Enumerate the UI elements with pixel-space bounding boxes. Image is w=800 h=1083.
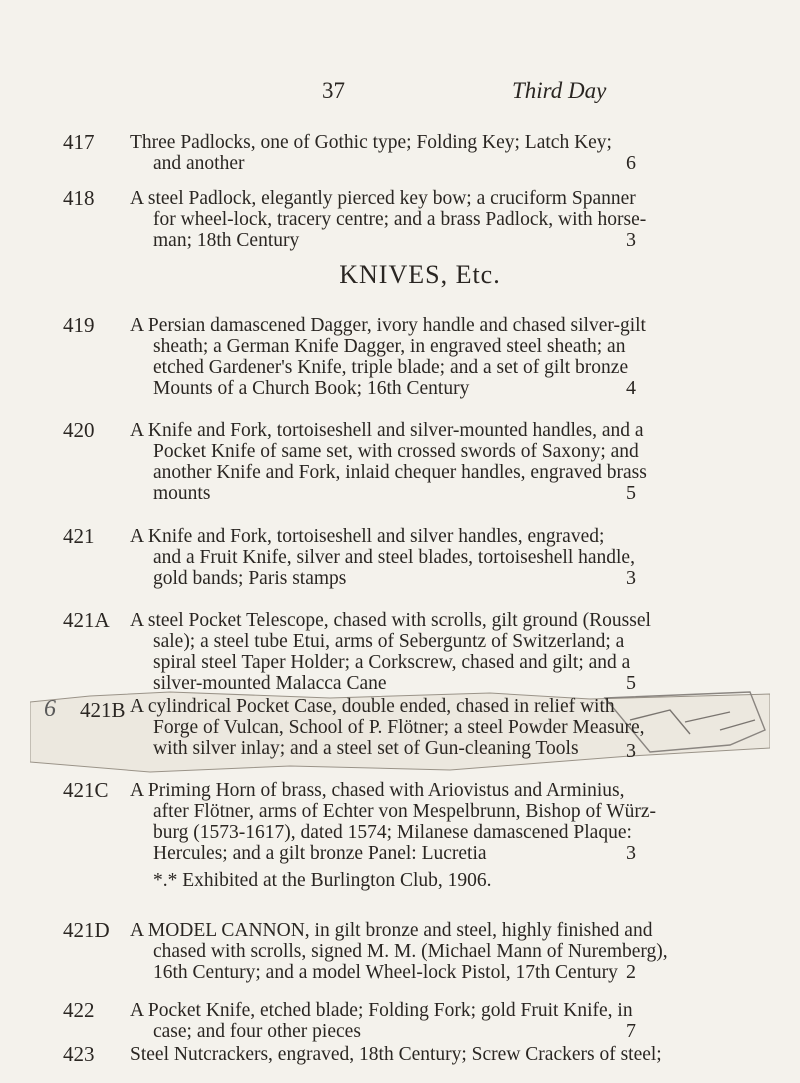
lot-description — [130, 610, 651, 694]
lot-line: Mounts of a Church Book; 16th Century — [153, 378, 470, 399]
lot-line: and another — [153, 153, 245, 174]
lot-line: man; 18th Century — [153, 230, 300, 251]
lot-description — [130, 1000, 636, 1042]
lot-line: Three Padlocks, one of Gothic type; Folding Key; Latch Key; — [130, 132, 612, 153]
lot-quantity: 3 — [626, 229, 636, 251]
running-title: Third Day — [512, 78, 607, 103]
lot-number: 417 — [63, 130, 95, 154]
lot-line: burg (1573-1617), dated 1574; Milanese damascened Plaque: — [153, 822, 632, 843]
lot-line: A Pocket Knife, etched blade; Folding Fork; gold Fruit Knife, in — [130, 1000, 633, 1021]
lot-quantity: 6 — [626, 152, 636, 174]
lot-quantity: 3 — [626, 740, 636, 762]
lot-line: sale); a steel tube Etui, arms of Seberguntz of Switzerland; a — [153, 631, 625, 652]
lot-description — [130, 1044, 662, 1065]
lot-line: Steel Nutcrackers, engraved, 18th Century; Screw Crackers of steel; — [130, 1044, 662, 1065]
lot-quantity: 7 — [626, 1020, 636, 1042]
lot-number: 421B — [80, 698, 126, 722]
lot-line: chased with scrolls, signed M. M. (Michael Mann of Nuremberg), — [153, 941, 668, 962]
lot-number: 421 — [63, 524, 95, 548]
handwritten-mark: 6 — [44, 696, 56, 722]
lot-quantity: 2 — [626, 961, 636, 983]
lot-number: 423 — [63, 1042, 95, 1066]
lot-line: A Knife and Fork, tortoiseshell and silver-mounted handles, and a — [130, 420, 644, 441]
exhibition-note: *.* Exhibited at the Burlington Club, 1906. — [153, 870, 492, 891]
running-header — [0, 78, 800, 108]
lot-quantity: 3 — [626, 842, 636, 864]
lot-line: gold bands; Paris stamps — [153, 568, 347, 589]
lot-number: 418 — [63, 186, 95, 210]
lot-line: A steel Pocket Telescope, chased with scrolls, gilt ground (Roussel — [130, 610, 651, 631]
lot-description — [130, 420, 647, 504]
lot-line: case; and four other pieces — [153, 1021, 361, 1042]
lot-line: Hercules; and a gilt bronze Panel: Lucretia — [153, 843, 487, 864]
section-heading: KNIVES, Etc. — [339, 260, 501, 289]
lot-line: A Knife and Fork, tortoiseshell and silver handles, engraved; — [130, 526, 605, 547]
lot-line: A MODEL CANNON, in gilt bronze and steel, highly finished and — [130, 920, 653, 941]
lot-line: Pocket Knife of same set, with crossed swords of Saxony; and — [153, 441, 639, 462]
lot-line: for wheel-lock, tracery centre; and a brass Padlock, with horse- — [153, 209, 647, 230]
lot-line: A Persian damascened Dagger, ivory handle and chased silver-gilt — [130, 315, 646, 336]
lot-number: 421C — [63, 778, 109, 802]
lot-number: 422 — [63, 998, 95, 1022]
page-number: 37 — [322, 78, 345, 103]
lot-description — [130, 780, 657, 864]
lot-line: spiral steel Taper Holder; a Corkscrew, chased and gilt; and a — [153, 652, 631, 673]
lot-line: another Knife and Fork, inlaid chequer handles, engraved brass — [153, 462, 647, 483]
lot-number: 419 — [63, 313, 95, 337]
lot-line: etched Gardener's Knife, triple blade; and a set of gilt bronze — [153, 357, 629, 378]
lot-description — [130, 188, 647, 251]
lot-line: sheath; a German Knife Dagger, in engraved steel sheath; an — [153, 336, 626, 357]
lot-line: 16th Century; and a model Wheel-lock Pistol, 17th Century — [153, 962, 618, 983]
lot-line: Forge of Vulcan, School of P. Flötner; a steel Powder Measure, — [153, 717, 645, 738]
lot-line: silver-mounted Malacca Cane — [153, 673, 387, 694]
lot-number: 421D — [63, 918, 110, 942]
lot-line: A steel Padlock, elegantly pierced key bow; a cruciform Spanner — [130, 188, 636, 209]
pasted-label-strip — [30, 690, 770, 775]
lot-description — [130, 132, 636, 174]
lot-quantity: 5 — [626, 672, 636, 694]
lot-number: 420 — [63, 418, 95, 442]
lot-description — [130, 696, 645, 759]
lot-line: A cylindrical Pocket Case, double ended, chased in relief with — [130, 696, 615, 717]
lot-line: after Flötner, arms of Echter von Mespelbrunn, Bishop of Würz- — [153, 801, 657, 822]
lot-line: mounts — [153, 483, 211, 504]
lot-quantity: 5 — [626, 482, 636, 504]
lot-quantity: 3 — [626, 567, 636, 589]
lot-line: with silver inlay; and a steel set of Gun-cleaning Tools — [153, 738, 579, 759]
lot-line: and a Fruit Knife, silver and steel blades, tortoiseshell handle, — [153, 547, 635, 568]
lot-number: 421A — [63, 608, 110, 632]
lot-quantity: 4 — [626, 377, 636, 399]
lot-description — [130, 526, 636, 589]
lot-description — [130, 315, 646, 399]
lot-description — [130, 920, 668, 983]
lot-line: A Priming Horn of brass, chased with Ariovistus and Arminius, — [130, 780, 625, 801]
